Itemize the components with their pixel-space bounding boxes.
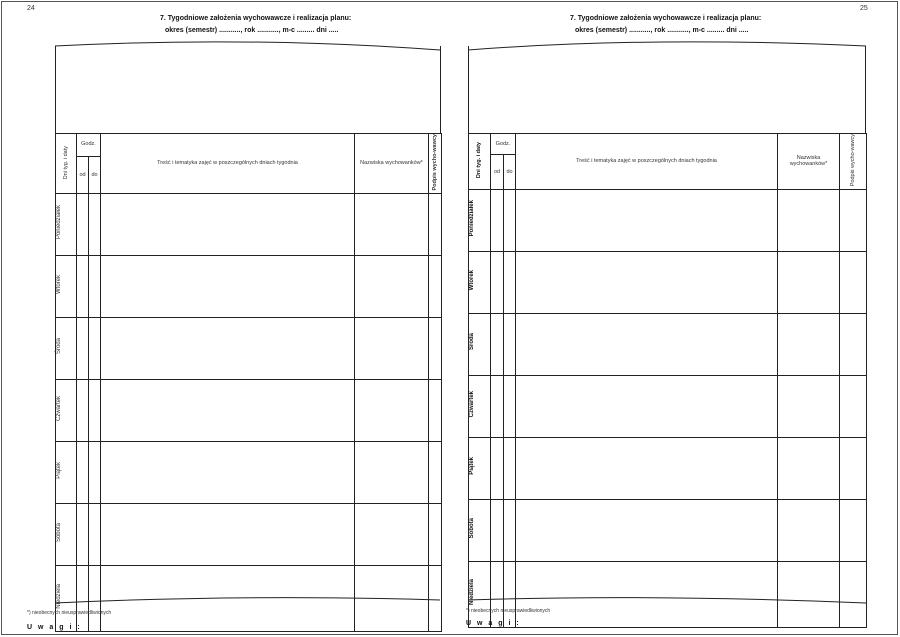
day-cell: Niedziela (469, 561, 491, 627)
to-cell[interactable] (89, 194, 101, 256)
surname-cell[interactable] (355, 380, 429, 442)
header-hours: Godz. (491, 134, 516, 155)
to-cell[interactable] (89, 380, 101, 442)
day-cell: Niedziela (56, 566, 77, 632)
surname-cell[interactable] (778, 251, 840, 313)
to-cell[interactable] (89, 256, 101, 318)
content-cell[interactable] (101, 504, 355, 566)
to-cell[interactable] (504, 251, 516, 313)
surname-cell[interactable] (778, 375, 840, 437)
content-cell[interactable] (101, 194, 355, 256)
page-title: 7. Tygodniowe założenia wychowawcze i realizacja planu: (160, 15, 352, 22)
to-cell[interactable] (504, 313, 516, 375)
content-cell[interactable] (101, 318, 355, 380)
content-cell[interactable] (101, 380, 355, 442)
signature-cell[interactable] (840, 375, 867, 437)
day-cell: Poniedziałek (469, 189, 491, 251)
from-cell[interactable] (77, 380, 89, 442)
content-cell[interactable] (516, 561, 778, 627)
header-from: od (77, 156, 89, 194)
header-content: Treść i tematyka zajęć w poszczególnych dniach tygodnia (516, 134, 778, 190)
day-cell: Środa (469, 313, 491, 375)
surname-cell[interactable] (778, 189, 840, 251)
content-cell[interactable] (516, 251, 778, 313)
surname-cell[interactable] (778, 437, 840, 499)
from-cell[interactable] (77, 256, 89, 318)
to-cell[interactable] (504, 437, 516, 499)
content-cell[interactable] (101, 442, 355, 504)
from-cell[interactable] (491, 251, 504, 313)
surname-cell[interactable] (355, 504, 429, 566)
content-cell[interactable] (101, 256, 355, 318)
from-cell[interactable] (491, 499, 504, 561)
day-cell: Sobota (469, 499, 491, 561)
surname-cell[interactable] (355, 318, 429, 380)
page-number: 24 (27, 5, 35, 12)
notes-label: U w a g i : (466, 620, 521, 627)
from-cell[interactable] (77, 504, 89, 566)
to-cell[interactable] (504, 499, 516, 561)
schedule-table (55, 133, 441, 609)
surname-cell[interactable] (355, 194, 429, 256)
header-hours: Godz. (77, 134, 101, 157)
surname-cell[interactable] (778, 561, 840, 627)
content-cell[interactable] (516, 499, 778, 561)
from-cell[interactable] (491, 561, 504, 627)
header-days: Dni tyg. i daty (469, 134, 491, 190)
to-cell[interactable] (89, 318, 101, 380)
to-cell[interactable] (89, 504, 101, 566)
schedule-grid (55, 133, 442, 632)
right-page (450, 0, 900, 637)
content-cell[interactable] (516, 313, 778, 375)
signature-cell[interactable] (840, 313, 867, 375)
header-content: Treść i tematyka zajęć w poszczególnych dniach tygodnia (101, 134, 355, 194)
signature-cell[interactable] (840, 561, 867, 627)
content-cell[interactable] (101, 566, 355, 632)
day-cell: Wtorek (469, 251, 491, 313)
header-signature: Podpis wycho-wawcy (840, 134, 867, 190)
header-days: Dni tyg. i daty (56, 134, 77, 194)
from-cell[interactable] (77, 318, 89, 380)
day-cell: Piątek (469, 437, 491, 499)
signature-cell[interactable] (429, 442, 442, 504)
weekly-goals-box (468, 46, 866, 133)
signature-cell[interactable] (840, 189, 867, 251)
to-cell[interactable] (504, 189, 516, 251)
day-cell: Czwartek (56, 380, 77, 442)
notes-label: U w a g i : (27, 624, 82, 631)
footnote: *) nieobecnych nieusprawiedliwionych (27, 610, 112, 616)
weekly-goals-box (55, 46, 441, 133)
signature-cell[interactable] (429, 504, 442, 566)
from-cell[interactable] (77, 194, 89, 256)
signature-cell[interactable] (840, 251, 867, 313)
to-cell[interactable] (89, 566, 101, 632)
footnote: *) nieobecnych nieusprawiedliwionych (466, 608, 551, 614)
from-cell[interactable] (77, 442, 89, 504)
signature-cell[interactable] (429, 194, 442, 256)
to-cell[interactable] (504, 561, 516, 627)
page-number: 25 (860, 5, 868, 12)
from-cell[interactable] (491, 437, 504, 499)
surname-cell[interactable] (355, 442, 429, 504)
to-cell[interactable] (504, 375, 516, 437)
signature-cell[interactable] (429, 256, 442, 318)
schedule-table (468, 133, 866, 603)
day-cell: Wtorek (56, 256, 77, 318)
page-subtitle: okres (semestr) ..........., rok ..........., m-c ......... dni ..... (165, 27, 339, 34)
page-title: 7. Tygodniowe założenia wychowawcze i realizacja planu: (570, 15, 762, 22)
to-cell[interactable] (89, 442, 101, 504)
signature-cell[interactable] (429, 566, 442, 632)
from-cell[interactable] (491, 313, 504, 375)
header-signature: Podpis wycho-wawcy (429, 134, 442, 194)
signature-cell[interactable] (429, 380, 442, 442)
header-from: od (491, 154, 504, 189)
from-cell[interactable] (77, 566, 89, 632)
header-surname: Nazwiska wychowanków* (355, 134, 429, 194)
content-cell[interactable] (516, 189, 778, 251)
day-cell: Piątek (56, 442, 77, 504)
surname-cell[interactable] (355, 256, 429, 318)
surname-cell[interactable] (778, 499, 840, 561)
day-cell: Poniedziałek (56, 194, 77, 256)
from-cell[interactable] (491, 375, 504, 437)
signature-cell[interactable] (840, 499, 867, 561)
page-subtitle: okres (semestr) ..........., rok ..........., m-c ......... dni ..... (575, 27, 749, 34)
header-surname: Nazwiska wychowanków* (778, 134, 840, 190)
header-to: do (504, 154, 516, 189)
content-cell[interactable] (516, 375, 778, 437)
content-cell[interactable] (516, 437, 778, 499)
signature-cell[interactable] (429, 318, 442, 380)
schedule-grid (468, 133, 867, 628)
day-cell: Sobota (56, 504, 77, 566)
surname-cell[interactable] (778, 313, 840, 375)
surname-cell[interactable] (355, 566, 429, 632)
day-cell: Czwartek (469, 375, 491, 437)
from-cell[interactable] (491, 189, 504, 251)
header-to: do (89, 156, 101, 194)
day-cell: Środa (56, 318, 77, 380)
signature-cell[interactable] (840, 437, 867, 499)
